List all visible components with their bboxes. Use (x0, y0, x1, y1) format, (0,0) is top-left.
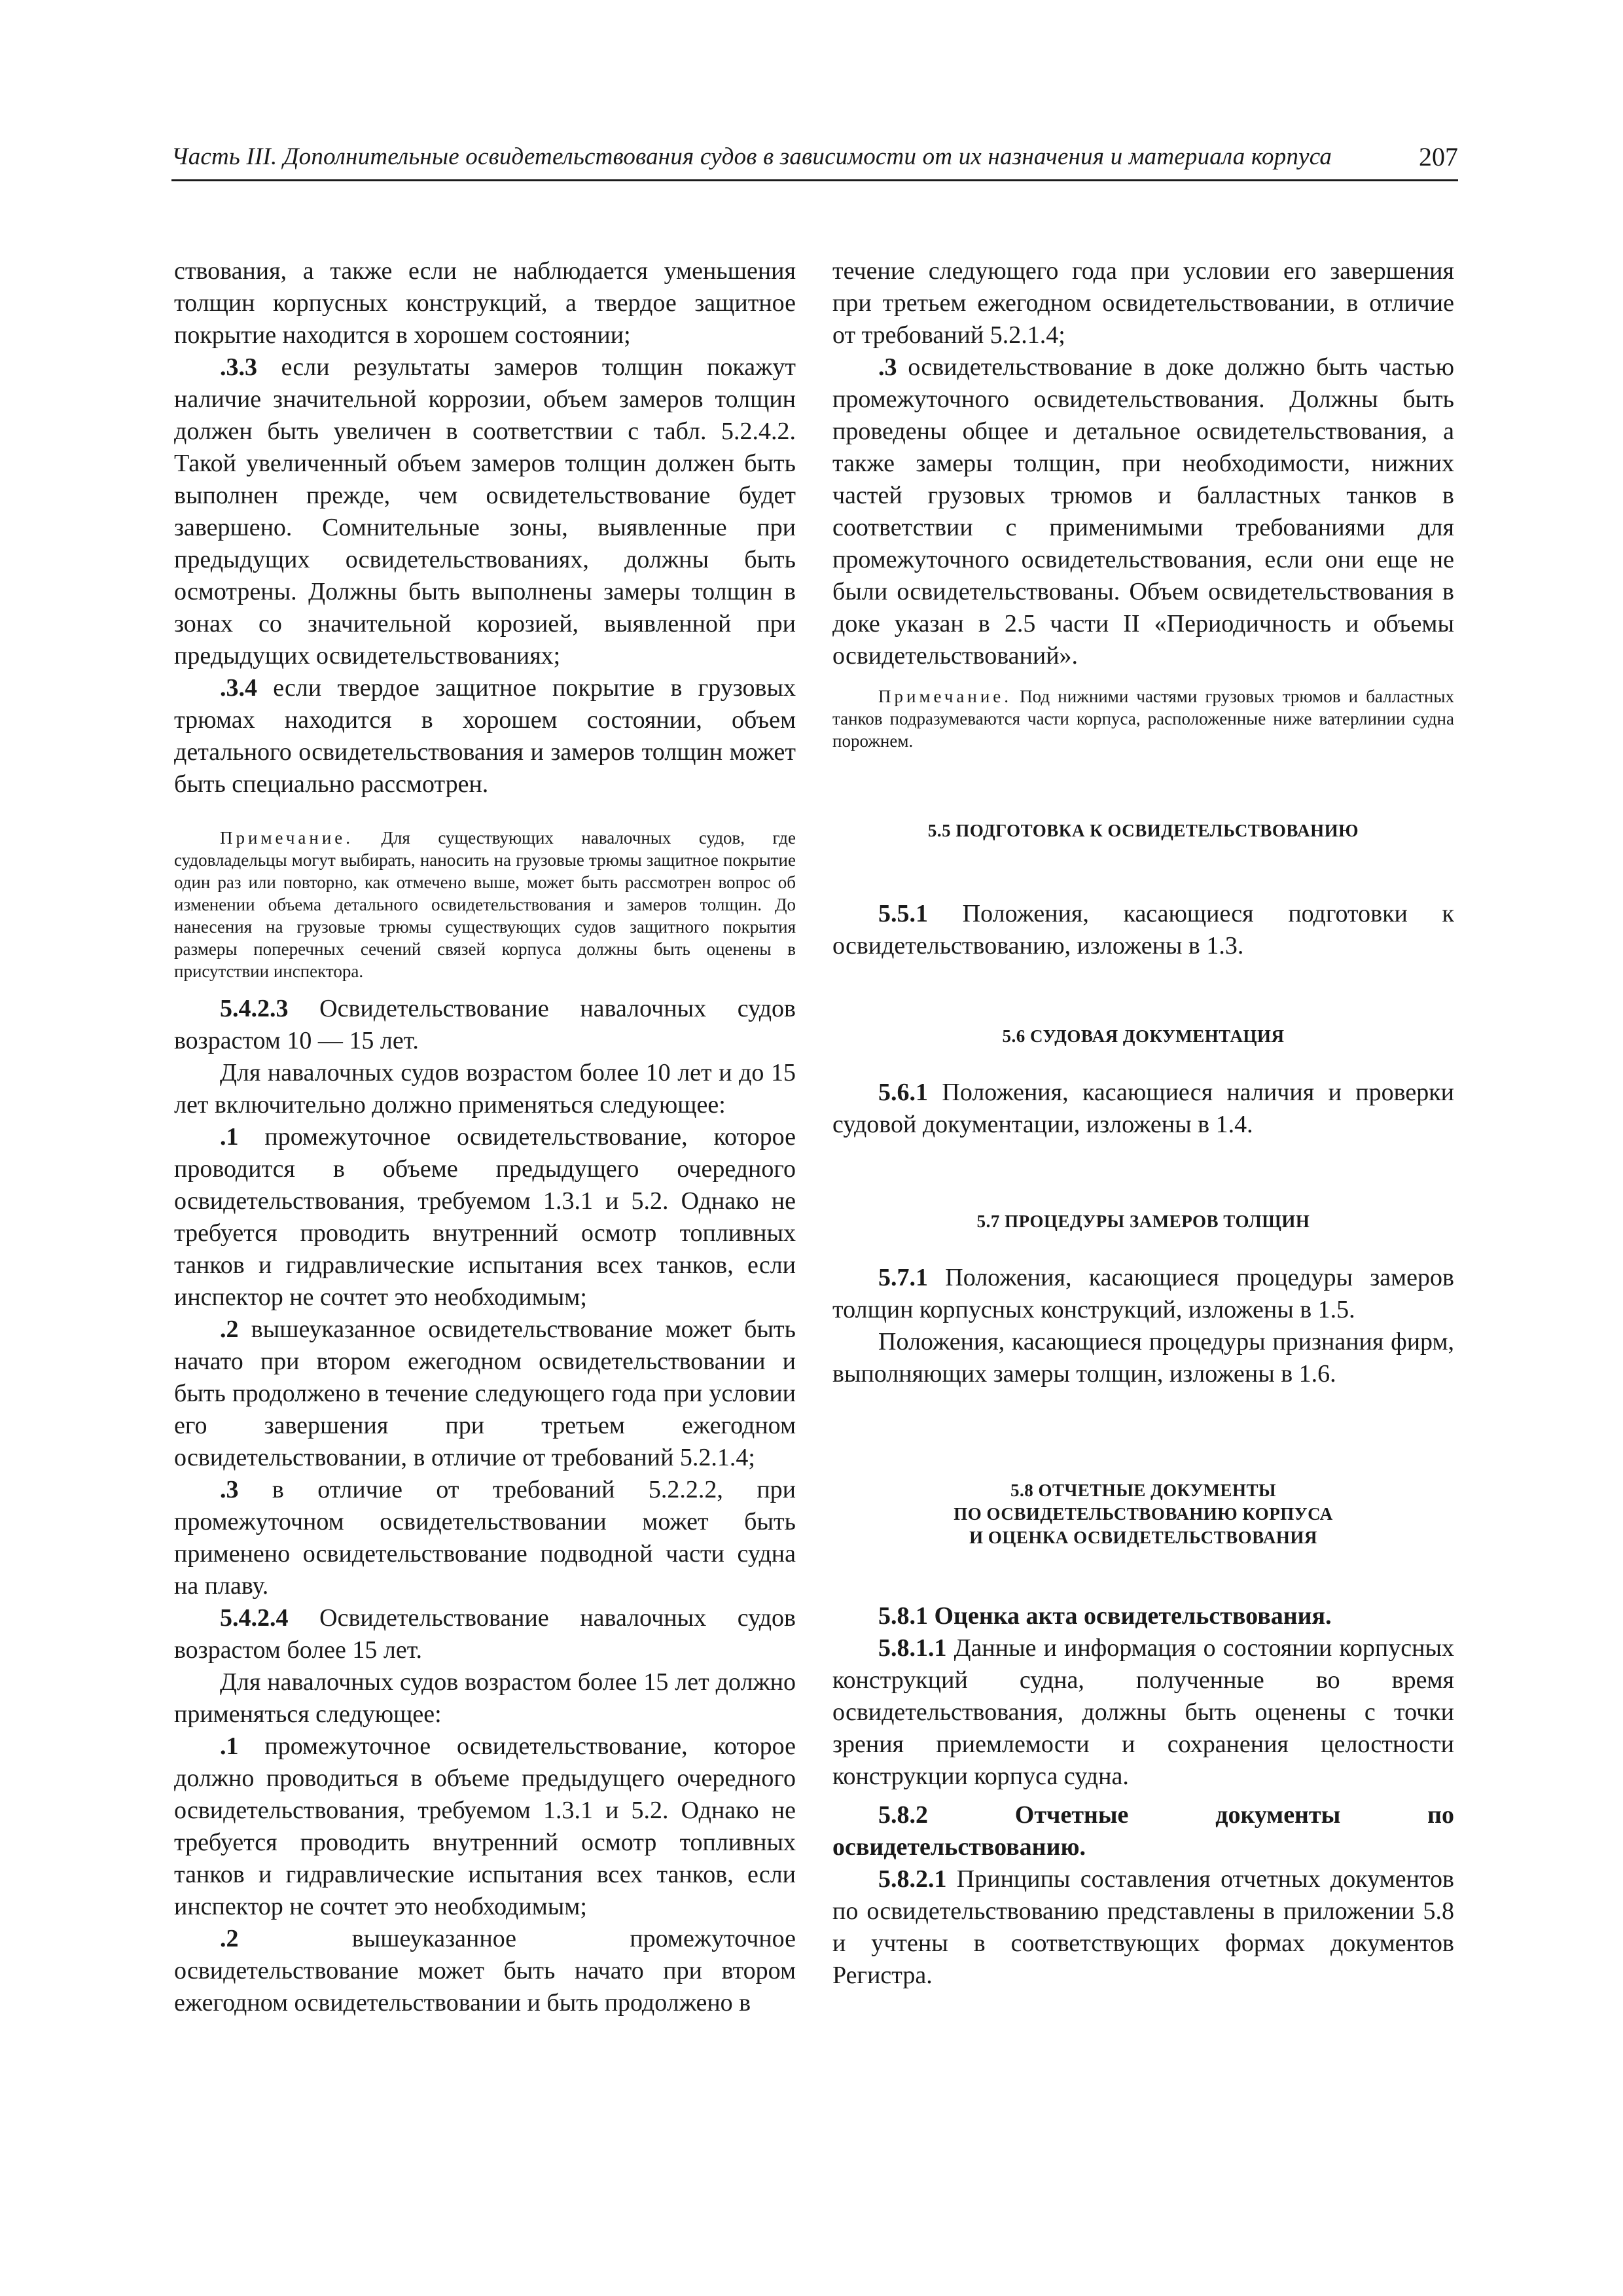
list-item: .2 вышеуказанное освидетельствование может быть начато при втором ежегодном освидетельствовании и быть продолжено в течение следующего года при условии его завершения при третьем ежегодном освидетельствовании, в отличие от требований 5.2.1.4; (174, 1316, 796, 1471)
paragraph: 5.8.1.1 Данные и информация о состоянии корпусных конструкций судна, полученные во время освидетельствования, должны быть оценены с точки зрения приемлемости и сохранения целостности конструкции корпуса судна. (832, 1634, 1454, 1790)
section-title-5-5: 5.5 ПОДГОТОВКА К ОСВИДЕТЕЛЬСТВОВАНИЮ (927, 821, 1359, 840)
paragraph: течение следующего года при условии его завершения при третьем ежегодном освидетельствовании, в отличие от требований 5.2.1.4; (832, 257, 1454, 349)
running-header-title: Часть III. Дополнительные освидетельствования судов в зависимости от их назначения и материала корпуса (171, 143, 1332, 170)
note: Примечание. Для существующих навалочных судов, где судовладельцы могут выбирать, наносить на грузовые трюмы защитное покрытие один раз или повторно, как отмечено выше, может быть рассмотрен вопрос об изменении объема детального освидетельствования и замеров толщин. До нанесения на грузовые трюмы существующих судов защитного покрытия размеры поперечных сечений связей корпуса должны быть оценены в присутствии инспектора. (174, 828, 796, 981)
section-title-line: 5.8 ОТЧЕТНЫЕ ДОКУМЕНТЫ (1010, 1480, 1277, 1500)
paragraph: .3.3 если результаты замеров толщин покажут наличие значительной коррозии, объем замеров толщин должен быть увеличен в соответствии с табл. 5.2.4.2. Такой увеличенный объем замеров толщин должен быть выполнен прежде, чем освидетельствование будет завершено. Сомнительные зоны, выявленные при предыдущих освидетельствованиях, должны быть осмотрены. Должны быть выполнены замеры толщин в зонах со значительной корозией, выявленной при предыдущих освидетельствованиях; (174, 353, 796, 670)
list-item: .1 промежуточное освидетельствование, которое проводится в объеме предыдущего очередного освидетельствования, требуемом 1.3.1 и 5.2. Однако не требуется проводить внутренний осмотр топливных танков и гидравлические испытания всех танков, если инспектор не сочтет это необходимым; (174, 1123, 796, 1311)
paragraph: 5.8.2.1 Принципы составления отчетных документов по освидетельствованию представлены в приложении 5.8 и учтены в соответствующих формах документов Регистра. (832, 1865, 1454, 1989)
list-item: .3 в отличие от требований 5.2.2.2, при промежуточном освидетельствовании может быть применено освидетельствование подводной части судна на плаву. (174, 1476, 796, 1600)
page-number: 207 (1419, 142, 1458, 171)
subsection-title: 5.8.2 Отчетные документы по освидетельствованию. (832, 1801, 1454, 1861)
section-title-5-7: 5.7 ПРОЦЕДУРЫ ЗАМЕРОВ ТОЛЩИН (976, 1211, 1310, 1231)
paragraph: Для навалочных судов возрастом более 10 лет и до 15 лет включительно должно применяться следующее: (174, 1059, 796, 1119)
note-label: Примечание. (220, 828, 354, 848)
section-title-5-6: 5.6 СУДОВАЯ ДОКУМЕНТАЦИЯ (1002, 1026, 1285, 1046)
list-item: .1 промежуточное освидетельствование, которое должно проводиться в объеме предыдущего очередного освидетельствования, требуемом 1.3.1 и 5.2. Однако не требуется проводить внутренний осмотр топливных танков и гидравлические испытания всех танков, если инспектор не сочтет это необходимым; (174, 1732, 796, 1920)
section-title-5-8 (832, 1479, 1454, 1549)
header-rule (171, 179, 1458, 181)
section-heading: 5.4.2.4 Освидетельствование навалочных судов возрастом более 15 лет. (174, 1604, 796, 1664)
paragraph: 5.5.1 Положения, касающиеся подготовки к освидетельствованию, изложены в 1.3. (832, 900, 1454, 960)
running-header (171, 143, 1458, 182)
paragraph: Положения, касающиеся процедуры признания фирм, выполняющих замеры толщин, изложены в 1.6. (832, 1328, 1454, 1388)
section-title-line: И ОЦЕНКА ОСВИДЕТЕЛЬСТВОВАНИЯ (969, 1528, 1317, 1547)
paragraph: Для навалочных судов возрастом более 15 лет должно применяться следующее: (174, 1668, 796, 1728)
paragraph: .3 освидетельствование в доке должно быть частью промежуточного освидетельствования. Должны быть проведены общее и детальное освидетельствования, а также замеры толщин, при необходимости, нижних частей грузовых трюмов и балластных танков в соответствии с применимыми требованиями для промежуточного освидетельствования, если они еще не были освидетельствованы. Объем освидетельствования в доке указан в 2.5 части II «Периодичность и объемы освидетельствований». (832, 353, 1454, 670)
section-title-line: ПО ОСВИДЕТЕЛЬСТВОВАНИЮ КОРПУСА (954, 1504, 1333, 1524)
paragraph: 5.7.1 Положения, касающиеся процедуры замеров толщин корпусных конструкций, изложены в 1.5. (832, 1264, 1454, 1323)
paragraph: .3.4 если твердое защитное покрытие в грузовых трюмах находится в хорошем состоянии, объем детального освидетельствования и замеров толщин может быть специально рассмотрен. (174, 674, 796, 798)
left-column (174, 255, 796, 2019)
list-item: .2 вышеуказанное промежуточное освидетельствование может быть начато при втором ежегодном освидетельствовании и быть продолжено в (174, 1925, 796, 2017)
right-column (832, 255, 1454, 1992)
note: Примечание. Под нижними частями грузовых трюмов и балластных танков подразумеваются части корпуса, расположенные ниже ватерлинии судна порожнем. (832, 687, 1454, 751)
paragraph: ствования, а также если не наблюдается уменьшения толщин корпусных конструкций, а твердое защитное покрытие находится в хорошем состоянии; (174, 257, 796, 349)
subsection-title: 5.8.1 Оценка акта освидетельствования. (878, 1602, 1332, 1630)
section-heading: 5.4.2.3 Освидетельствование навалочных судов возрастом 10 — 15 лет. (174, 995, 796, 1054)
note-label: Примечание. (878, 687, 1012, 706)
paragraph: 5.6.1 Положения, касающиеся наличия и проверки судовой документации, изложены в 1.4. (832, 1079, 1454, 1138)
